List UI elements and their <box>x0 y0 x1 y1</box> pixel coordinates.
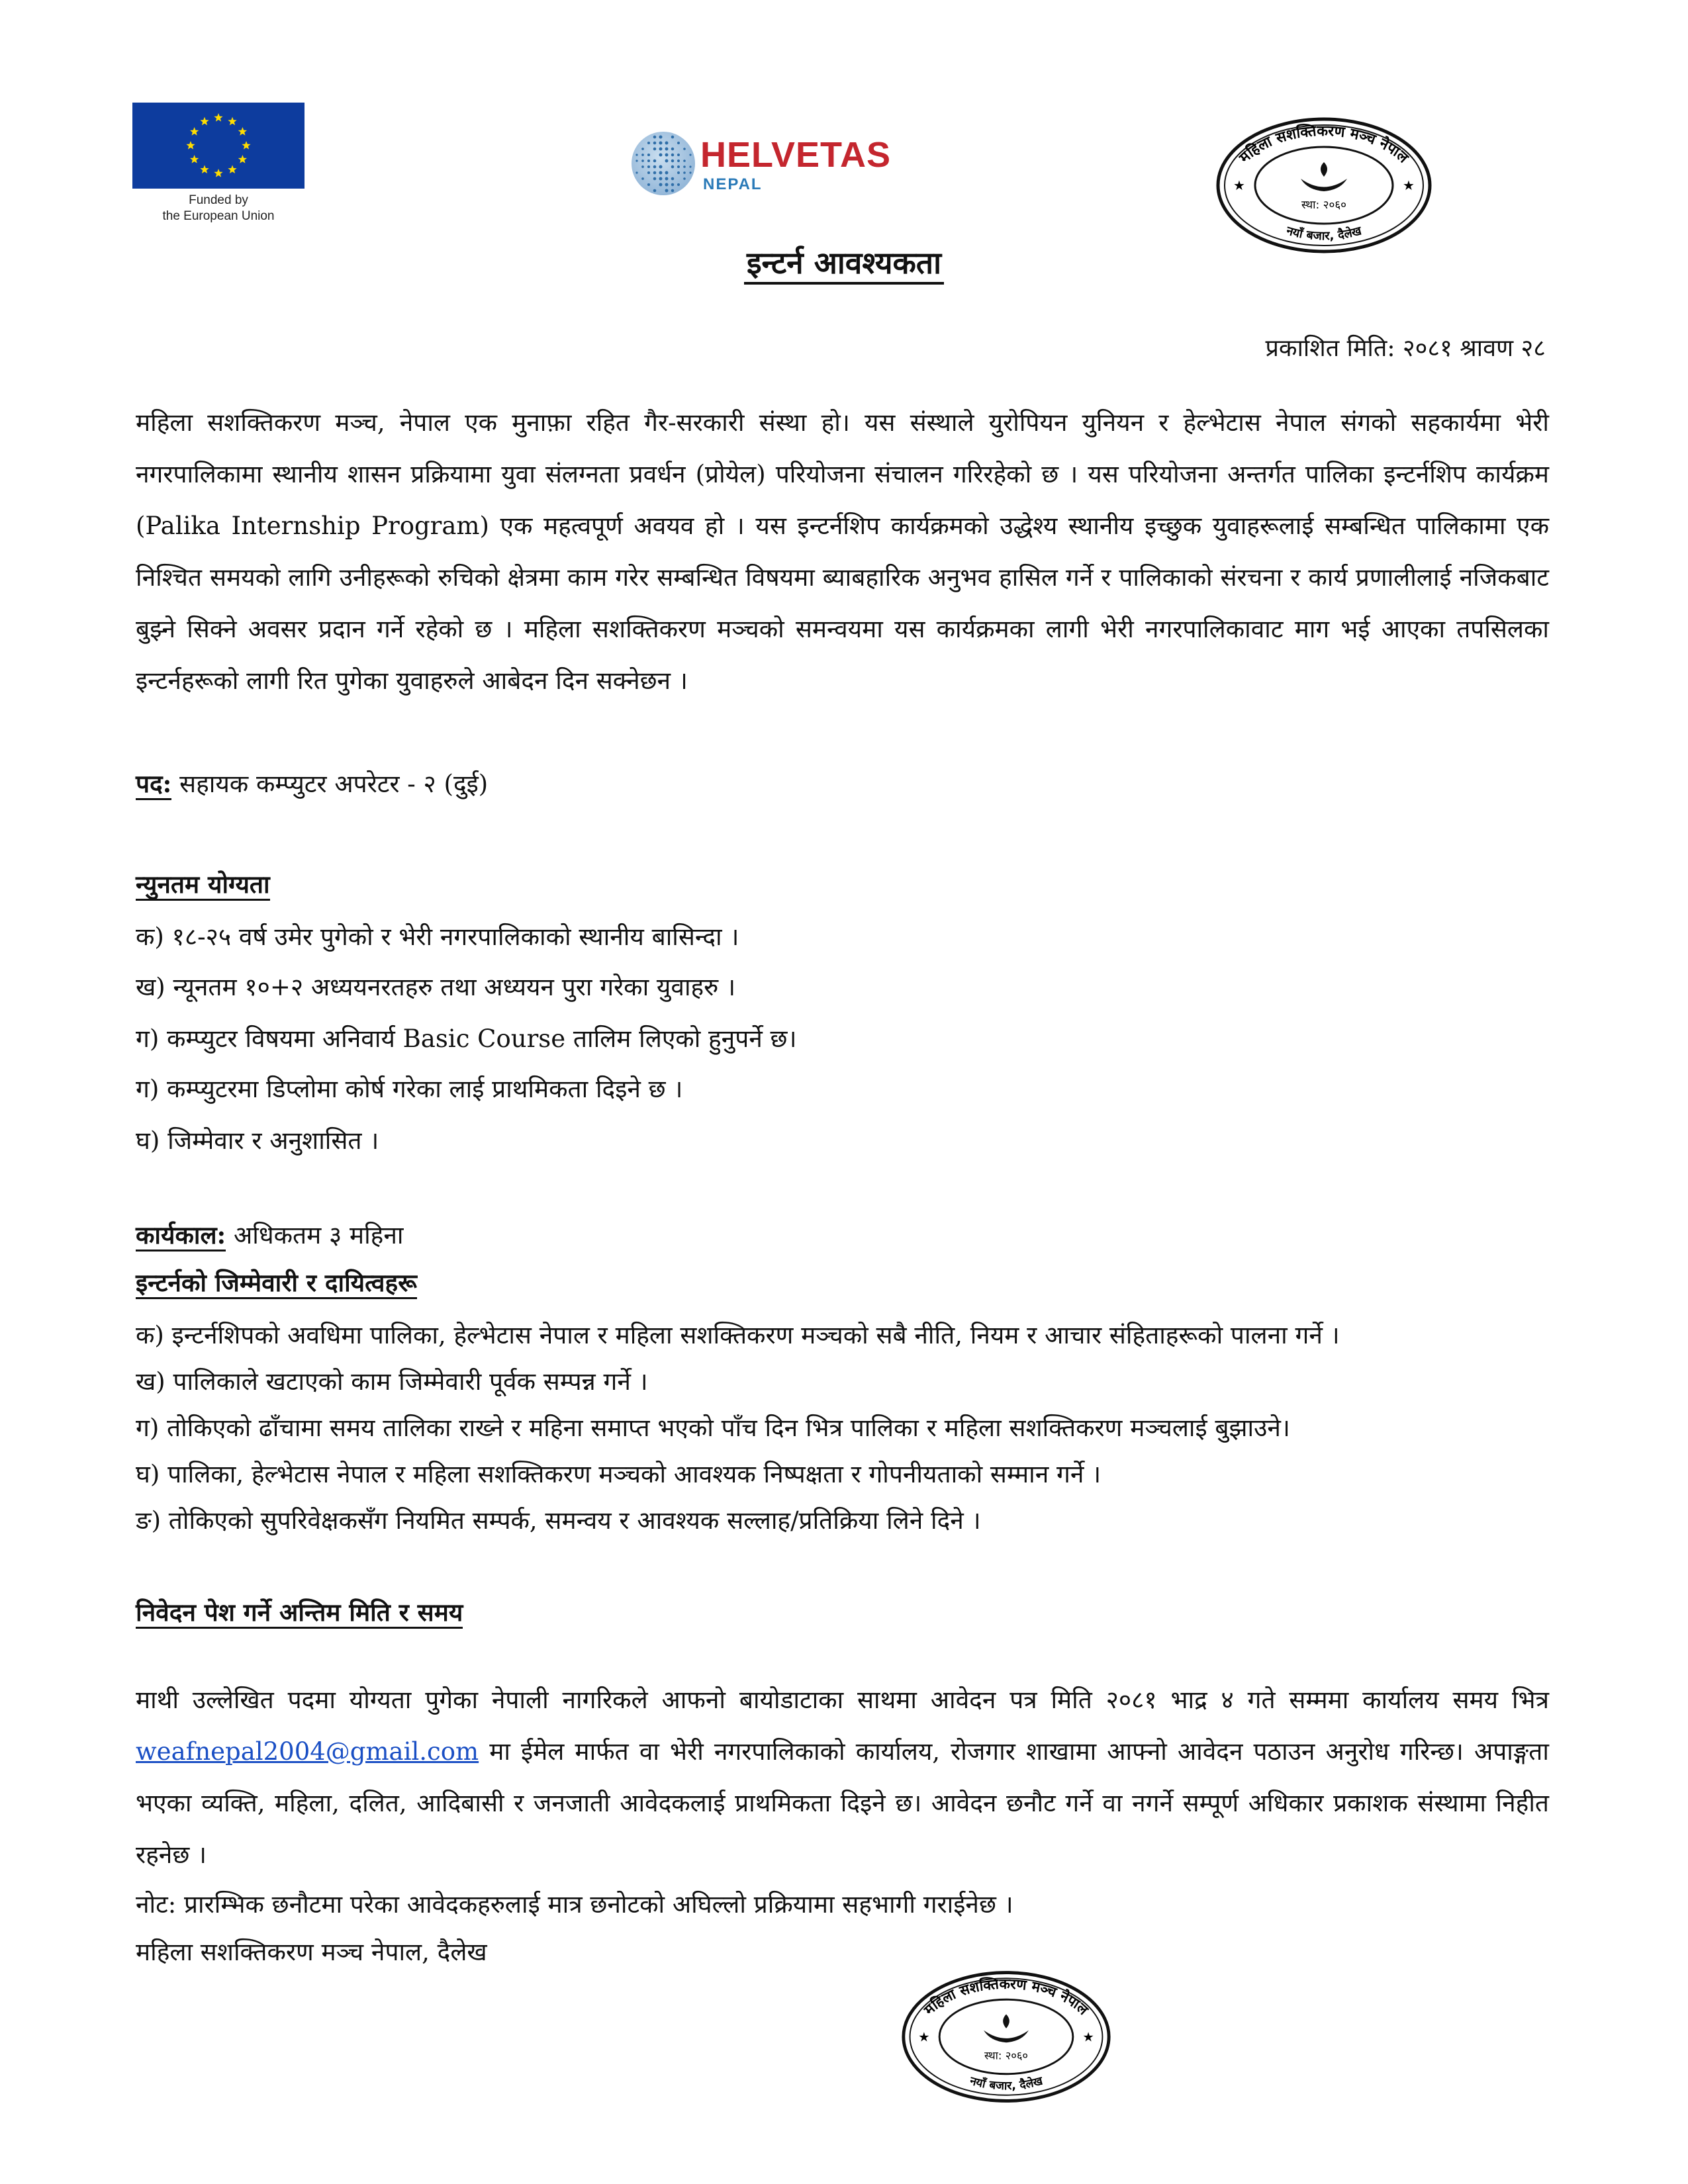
published-date: प्रकाशित मिति: २०८१ श्रावण २८ <box>1265 335 1546 362</box>
position-line <box>136 766 488 801</box>
globe-dot <box>671 154 675 157</box>
duration-line <box>136 1218 403 1253</box>
globe-dot <box>671 136 675 139</box>
globe-dot <box>653 189 657 193</box>
globe-dot <box>659 148 663 151</box>
globe-dot <box>659 142 663 145</box>
globe-dot <box>665 189 669 193</box>
globe-dot <box>677 159 680 162</box>
globe-dot <box>641 159 644 162</box>
globe-dot <box>647 159 650 162</box>
globe-dot <box>635 154 637 156</box>
star-icon: ★ <box>918 2029 930 2045</box>
organization-seal-bottom <box>900 1969 1112 2105</box>
position-value: सहायक कम्प्युटर अपरेटर - २ (दुई) <box>171 770 489 798</box>
list-item: घ) पालिका, हेल्भेटास नेपाल र महिला सशक्तिकरण मञ्चको आवश्यक निष्पक्षता र गोपनीयताको सम्मान गर्ने । <box>136 1460 1102 1488</box>
globe-icon <box>629 129 698 199</box>
star-icon: ★ <box>1403 177 1415 193</box>
star-icon: ★ <box>1082 2029 1094 2045</box>
globe-dot <box>647 154 650 156</box>
eu-logo <box>132 103 305 224</box>
globe-dot <box>653 165 657 169</box>
lamp-icon <box>1301 162 1347 191</box>
page-title-text: इन्टर्न आवश्यकता <box>744 245 944 285</box>
position-label: पद: <box>136 769 171 800</box>
globe-dot <box>659 165 663 169</box>
globe-dot <box>659 154 663 157</box>
globe-dot <box>641 154 644 156</box>
seal-bottom-address: नयाँ बजार, दैलेख <box>968 2074 1045 2093</box>
globe-dot <box>653 159 657 163</box>
eu-caption-line2: the European Union <box>162 209 275 223</box>
globe-dot <box>683 177 686 180</box>
list-item: क) इन्टर्नशिपको अवधिमा पालिका, हेल्भेटास नेपाल र महिला सशक्तिकरण मञ्चको सबै नीति, नियम र आचार संहिताहरूको पालना गर्ने । <box>136 1321 1340 1349</box>
globe-dot <box>665 171 669 175</box>
seal-top-address: नयाँ बजार, दैलेख <box>1284 224 1364 244</box>
globe-dot <box>653 136 657 139</box>
eu-flag-icon <box>132 103 305 189</box>
list-item: क) १८-२५ वर्ष उमेर पुगेको र भेरी नगरपालिकाको स्थानीय बासिन्दा । <box>136 923 739 951</box>
globe-dot <box>683 148 686 150</box>
intro-paragraph: महिला सशक्तिकरण मञ्च, नेपाल एक मुनाफ़ा रहित गैर-सरकारी संस्था हो। यस संस्थाले युरोपियन युनियन र हेल्भेटास नेपाल संगको सहकार्यमा भेरी नगरपालिकामा स्थानीय शासन प्रक्रियामा युवा संलग्नता प्रवर्धन (प्रोयेल) परियोजना संचालन गरिरहेको छ । यस परियोजना अन्तर्गत पालिका इन्टर्नशिप कार्यक्रम (Palika Internship Program) एक महत्वपूर्ण अवयव हो । यस इन्टर्नशिप कार्यक्रमको उद्धेश्य स्थानीय इच्छुक युवाहरूलाई सम्बन्धित पालिकामा एक निश्चित समयको लागि उनीहरूको रुचिको क्षेत्रमा काम गरेर सम्बन्धित विषयमा ब्याबहारिक अनुभव हासिल गर्ने र पालिकाको संरचना र कार्य प्रणालीलाई नजिकबाट बुझ्ने सिक्ने अवसर प्रदान गर्ने रहेको छ । महिला सशक्तिकरण मञ्चको समन्वयमा यस कार्यक्रमका लागी भेरी नगरपालिकावाट माग भई आएका तपसिलका इन्टर्नहरूको लागी रित पुगेका युवाहरुले आबेदन दिन सक्नेछन । <box>136 408 1549 695</box>
globe-dot <box>683 159 686 162</box>
note-line: नोट: प्रारम्भिक छनौटमा परेका आवेदकहरुलाई मात्र छनोटको अघिल्लो प्रक्रियामा सहभागी गराईनेछ । <box>136 1890 1013 1919</box>
list-item: ख) न्यूनतम १०+२ अध्ययनरतहरु तथा अध्ययन पुरा गरेका युवाहरु । <box>136 973 736 1001</box>
seal-bottom-established: स्था: २०६० <box>984 2049 1028 2062</box>
globe-dot <box>677 165 680 168</box>
deadline-text-after: मा ईमेल मार्फत वा भेरी नगरपालिकाको कार्यालय, रोजगार शाखामा आफ्नो आवेदन पठाउन अनुरोध गरिन्छ। अपाङ्गता भएका व्यक्ति, महिला, दलित, आदिबासी र जनजाती आवेदकलाई प्राथमिकता दिइने छ। आवेदन छनौट गर्ने वा नगर्ने सम्पूर्ण अधिकार प्रकाशक संस्थामा निहीत रहनेछ । <box>136 1737 1549 1869</box>
email-link[interactable]: weafnepal2004@gmail.com <box>136 1737 479 1766</box>
globe-dot <box>641 165 644 168</box>
globe-dot <box>677 171 680 174</box>
globe-dot <box>653 148 657 151</box>
globe-dot <box>671 183 675 187</box>
globe-dot <box>653 171 657 175</box>
globe-dot <box>647 171 650 174</box>
svg-text:नयाँ बजार, दैलेख <box>1284 224 1364 243</box>
globe-dot <box>665 148 669 151</box>
seal-top-name: महिला सशक्तिकरण मञ्च नेपाल <box>1236 122 1412 167</box>
globe-dot <box>671 177 675 181</box>
globe-dot <box>665 177 669 181</box>
globe-dot <box>665 159 669 163</box>
list-item: ख) पालिकाले खटाएको काम जिम्मेवारी पूर्वक सम्पन्न गर्ने । <box>136 1367 648 1396</box>
helvetas-name: HELVETAS <box>700 135 892 175</box>
globe-dot <box>659 183 663 187</box>
qualification-heading-text: न्युनतम योग्यता <box>136 870 270 901</box>
page-title <box>0 242 1688 283</box>
deadline-text-before: माथी उल्लेखित पदमा योग्यता पुगेका नेपाली नागरिकले आफनो बायोडाटाका साथमा आवेदन पत्र मिति २०८१ भाद्र ४ गते सम्ममा कार्यालय समय भित्र <box>136 1686 1549 1714</box>
globe-dot <box>665 154 669 157</box>
responsibilities-heading <box>136 1265 417 1300</box>
svg-text:महिला सशक्तिकरण मञ्च नेपाल <box>921 1976 1092 2019</box>
globe-dot <box>677 154 680 156</box>
globe-dot <box>683 165 686 168</box>
duration-label: कार्यकाल: <box>136 1220 226 1251</box>
seal-top-established: स्था: २०६० <box>1301 199 1347 212</box>
globe-dot <box>647 165 650 168</box>
list-item: ग) कम्प्युटरमा डिप्लोमा कोर्ष गरेका लाई प्राथमिकता दिइने छ । <box>136 1075 683 1103</box>
helvetas-country: NEPAL <box>703 175 763 193</box>
organization-seal-top <box>1215 116 1433 255</box>
deadline-paragraph <box>136 1674 1549 1881</box>
responsibilities-heading-text: इन्टर्नको जिम्मेवारी र दायित्वहरू <box>136 1268 417 1299</box>
globe-dot <box>677 142 680 144</box>
qualification-heading <box>136 867 270 902</box>
signature-line: महिला सशक्तिकरण मञ्च नेपाल, दैलेख <box>136 1938 487 1966</box>
globe-dot <box>665 183 669 187</box>
list-item: ग) कम्प्युटर विषयमा अनिवार्य Basic Course तालिम लिएको हुनुपर्ने छ। <box>136 1024 797 1053</box>
globe-dot <box>659 177 663 181</box>
helvetas-logo <box>629 129 947 202</box>
svg-text:नयाँ बजार, दैलेख <box>968 2074 1045 2093</box>
globe-dot <box>653 142 657 145</box>
svg-text:महिला सशक्तिकरण मञ्च नेपाल <box>1236 122 1412 167</box>
globe-dot <box>671 189 675 193</box>
duration-value: अधिकतम ३ महिना <box>226 1221 404 1250</box>
list-item: घ) जिम्मेवार र अनुशासित । <box>136 1126 379 1155</box>
globe-dot <box>635 159 637 161</box>
globe-dot <box>671 159 675 163</box>
globe-dot <box>641 148 644 150</box>
globe-dot <box>689 154 691 156</box>
globe-dot <box>683 171 686 174</box>
globe-dot <box>647 183 650 186</box>
globe-dot <box>641 177 644 180</box>
lamp-icon <box>984 2015 1029 2043</box>
deadline-heading <box>136 1595 463 1630</box>
globe-dot <box>659 136 663 139</box>
globe-dot <box>671 165 675 169</box>
globe-dot <box>689 165 691 167</box>
star-icon: ★ <box>1233 177 1245 193</box>
globe-dot <box>689 171 691 173</box>
globe-dot <box>647 142 650 144</box>
globe-dot <box>659 171 663 175</box>
globe-dot <box>665 142 669 145</box>
list-item: ग) तोकिएको ढाँचामा समय तालिका राख्ने र महिना समाप्त भएको पाँच दिन भित्र पालिका र महिला सशक्तिकरण मञ्चलाई बुझाउने। <box>136 1414 1290 1442</box>
globe-dot <box>671 148 675 151</box>
eu-caption-line1: Funded by <box>189 193 248 207</box>
globe-dot <box>635 171 637 173</box>
list-item: ङ) तोकिएको सुपरिवेक्षकसँग नियमित सम्पर्क, समन्वय र आवश्यक सल्लाह/प्रतिक्रिया लिने दिने । <box>136 1506 981 1535</box>
globe-dot <box>653 177 657 181</box>
deadline-heading-text: निवेदन पेश गर्ने अन्तिम मिति र समय <box>136 1598 463 1629</box>
eu-caption <box>132 193 305 224</box>
globe-dot <box>677 183 680 186</box>
seal-bottom-name: महिला सशक्तिकरण मञ्च नेपाल <box>921 1976 1092 2019</box>
